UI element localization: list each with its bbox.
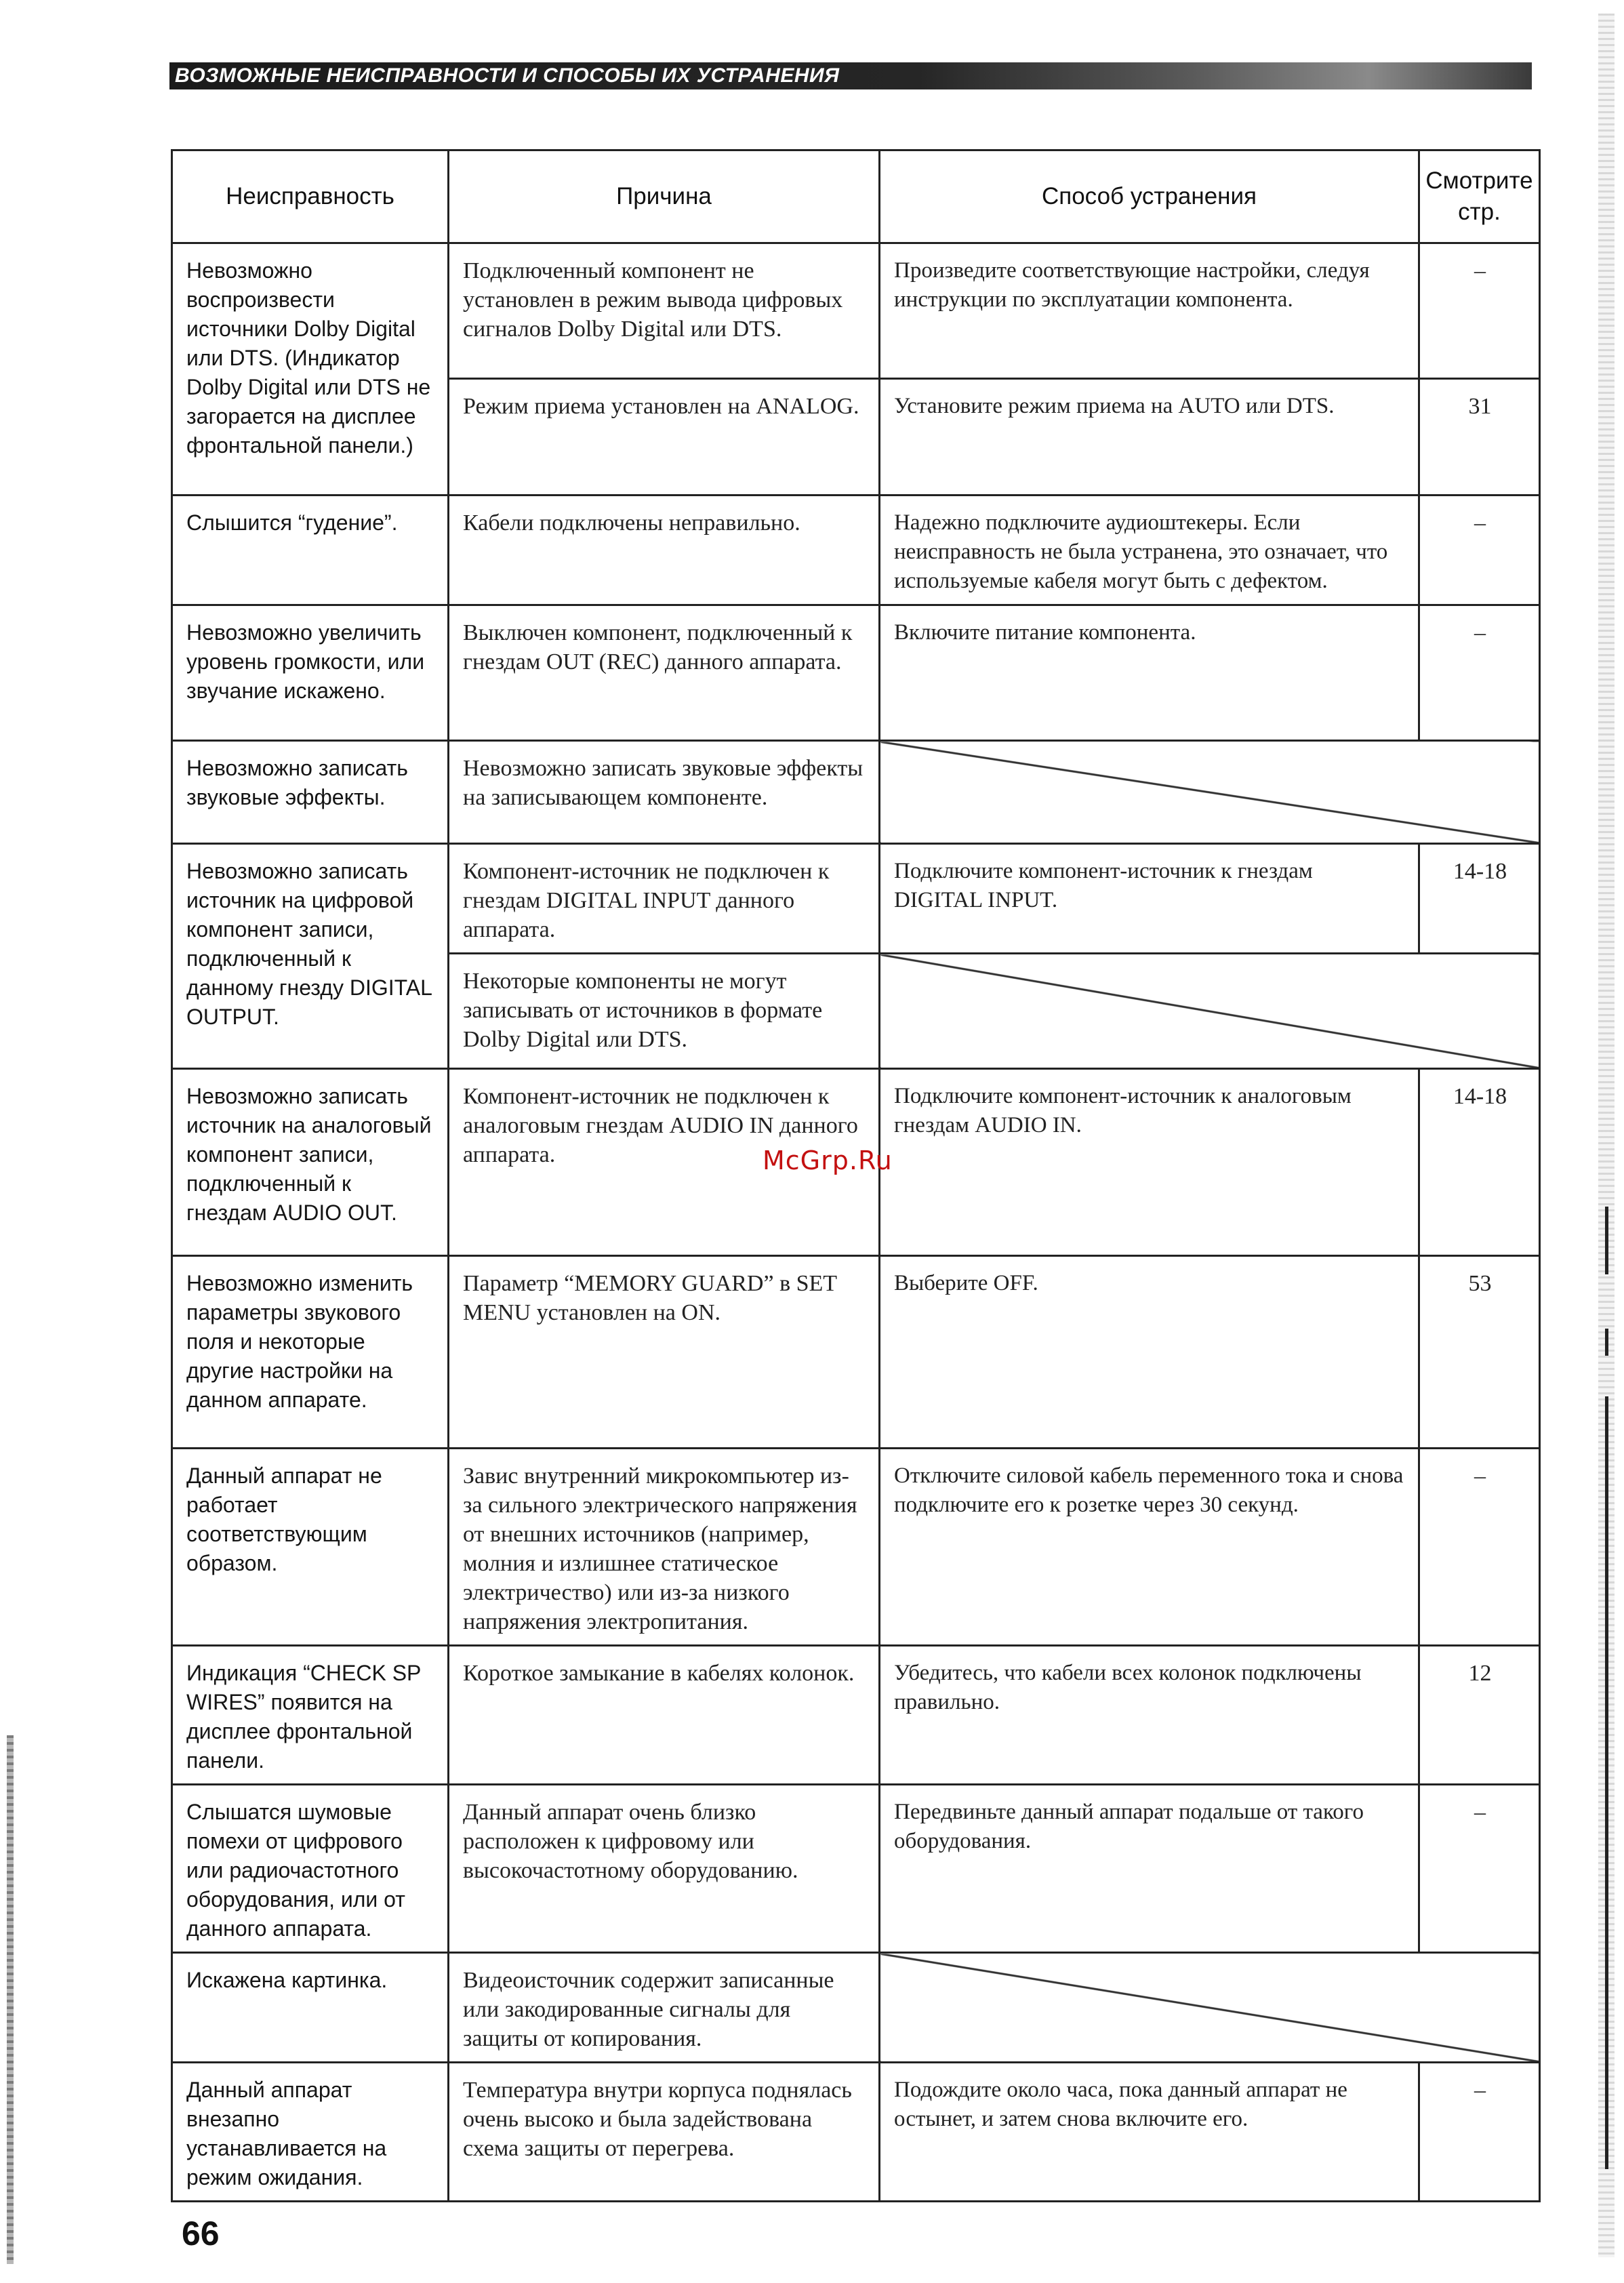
- fault-cell: Индикация “CHECK SP WIRES” появится на дисплее фронтальной панели.: [172, 1646, 449, 1785]
- cause-cell: Компонент-источник не подключен к аналоговым гнездам AUDIO IN данного аппарата.: [449, 1069, 880, 1256]
- remedy-cell: Подключите компонент-источник к гнездам DIGITAL INPUT.: [880, 844, 1419, 954]
- cause-cell: Видеоисточник содержит записанные или закодированные сигналы для защиты от копирования.: [449, 1953, 880, 2063]
- cause-cell: Режим приема установлен на ANALOG.: [449, 379, 880, 496]
- page-cell: –: [1419, 1785, 1540, 1953]
- cause-cell: Компонент-источник не подключен к гнездам DIGITAL INPUT данного аппарата.: [449, 844, 880, 954]
- page-number: 66: [182, 2215, 220, 2252]
- header-cause: Причина: [449, 150, 880, 243]
- fault-cell: Слышатся шумовые помехи от цифрового или радиочастотного оборудования, или от данного аппарата.: [172, 1785, 449, 1953]
- table-header-row: [172, 150, 1540, 243]
- header-remedy: Способ устранения: [880, 150, 1419, 243]
- page-cell: –: [1419, 2063, 1540, 2202]
- remedy-cell: Подождите около часа, пока данный аппарат не остынет, и затем снова включите его.: [880, 2063, 1419, 2202]
- table-row: [172, 741, 1540, 844]
- header-page: Смотрите стр.: [1419, 150, 1540, 243]
- table-row: [172, 1449, 1540, 1646]
- header-fault: Неисправность: [172, 150, 449, 243]
- remedy-cell: Установите режим приема на AUTO или DTS.: [880, 379, 1419, 496]
- table-row: [172, 1256, 1540, 1449]
- page-cell: –: [1419, 243, 1540, 379]
- page-cell: –: [1419, 1449, 1540, 1646]
- page-cell: 14-18: [1419, 844, 1540, 954]
- remedy-cell: Произведите соответствующие настройки, следуя инструкции по эксплуатации компонента.: [880, 243, 1419, 379]
- cause-cell: Короткое замыкание в кабелях колонок.: [449, 1646, 880, 1785]
- fault-cell: Слышится “гудение”.: [172, 496, 449, 605]
- fault-cell: Невозможно изменить параметры звукового поля и некоторые другие настройки на данном аппарате.: [172, 1256, 449, 1449]
- scan-mark: [1605, 1207, 1608, 1274]
- section-banner: ВОЗМОЖНЫЕ НЕИСПРАВНОСТИ И СПОСОБЫ ИХ УСТРАНЕНИЯ: [169, 62, 1532, 89]
- cause-cell: Выключен компонент, подключенный к гнездам OUT (REC) данного аппарата.: [449, 605, 880, 741]
- not-applicable-cell: [880, 741, 1540, 844]
- remedy-cell: Отключите силовой кабель переменного тока и снова подключите его к розетке через 30 секунд.: [880, 1449, 1419, 1646]
- fault-cell: Невозможно записать звуковые эффекты.: [172, 741, 449, 844]
- cause-cell: Параметр “MEMORY GUARD” в SET MENU установлен на ON.: [449, 1256, 880, 1449]
- page-cell: 53: [1419, 1256, 1540, 1449]
- cause-cell: Данный аппарат очень близко расположен к цифровому или высокочастотному оборудованию.: [449, 1785, 880, 1953]
- page-cell: 31: [1419, 379, 1540, 496]
- cause-cell: Кабели подключены неправильно.: [449, 496, 880, 605]
- page-cell: –: [1419, 496, 1540, 605]
- fault-cell: Невозможно записать источник на аналоговый компонент записи, подключенный к гнездам AUDIO OUT.: [172, 1069, 449, 1256]
- not-applicable-cell: [880, 954, 1540, 1069]
- remedy-cell: Включите питание компонента.: [880, 605, 1419, 741]
- fault-cell: Невозможно увеличить уровень громкости, или звучание искажено.: [172, 605, 449, 741]
- cause-cell: Температура внутри корпуса поднялась очень высоко и была задействована схема защиты от перегрева.: [449, 2063, 880, 2202]
- remedy-cell: Подключите компонент-источник к аналоговым гнездам AUDIO IN.: [880, 1069, 1419, 1256]
- scan-mark: [1605, 1329, 1608, 1356]
- cause-cell: Подключенный компонент не установлен в режим вывода цифровых сигналов Dolby Digital или DTS.: [449, 243, 880, 379]
- table-row: [172, 2063, 1540, 2202]
- table-row: [172, 1646, 1540, 1785]
- troubleshooting-table: [171, 149, 1541, 2202]
- table-row: [172, 243, 1540, 379]
- remedy-cell: Выберите OFF.: [880, 1256, 1419, 1449]
- page-cell: 12: [1419, 1646, 1540, 1785]
- table-row: [172, 1785, 1540, 1953]
- page-cell: 14-18: [1419, 1069, 1540, 1256]
- fault-cell: Данный аппарат внезапно устанавливается на режим ожидания.: [172, 2063, 449, 2202]
- cause-cell: Некоторые компоненты не могут записывать от источников в формате Dolby Digital или DTS.: [449, 954, 880, 1069]
- scan-mark: [1605, 1396, 1608, 2169]
- cause-cell: Завис внутренний микрокомпьютер из-за сильного электрического напряжения от внешних источников (например, молния и излишнее статическое электричество) или из-за низкого напряжения электропитания.: [449, 1449, 880, 1646]
- scan-edge-left: [7, 1735, 14, 2264]
- page-cell: –: [1419, 605, 1540, 741]
- remedy-cell: Передвиньте данный аппарат подальше от такого оборудования.: [880, 1785, 1419, 1953]
- fault-cell: Данный аппарат не работает соответствующим образом.: [172, 1449, 449, 1646]
- not-applicable-cell: [880, 1953, 1540, 2063]
- table-row: [172, 844, 1540, 954]
- fault-cell: Невозможно записать источник на цифровой компонент записи, подключенный к данному гнезду DIGITAL OUTPUT.: [172, 844, 449, 1069]
- table-row: [172, 1953, 1540, 2063]
- fault-cell: Искажена картинка.: [172, 1953, 449, 2063]
- table-row: [172, 496, 1540, 605]
- fault-cell: Невозможно воспроизвести источники Dolby Digital или DTS. (Индикатор Dolby Digital или DTS не загорается на дисплее фронтальной панели.): [172, 243, 449, 496]
- table-row: [172, 605, 1540, 741]
- remedy-cell: Надежно подключите аудиоштекеры. Если неисправность не была устранена, это означает, что используемые кабеля могут быть с дефектом.: [880, 496, 1419, 605]
- remedy-cell: Убедитесь, что кабели всех колонок подключены правильно.: [880, 1646, 1419, 1785]
- cause-cell: Невозможно записать звуковые эффекты на записывающем компоненте.: [449, 741, 880, 844]
- watermark: McGrp.Ru: [763, 1146, 893, 1175]
